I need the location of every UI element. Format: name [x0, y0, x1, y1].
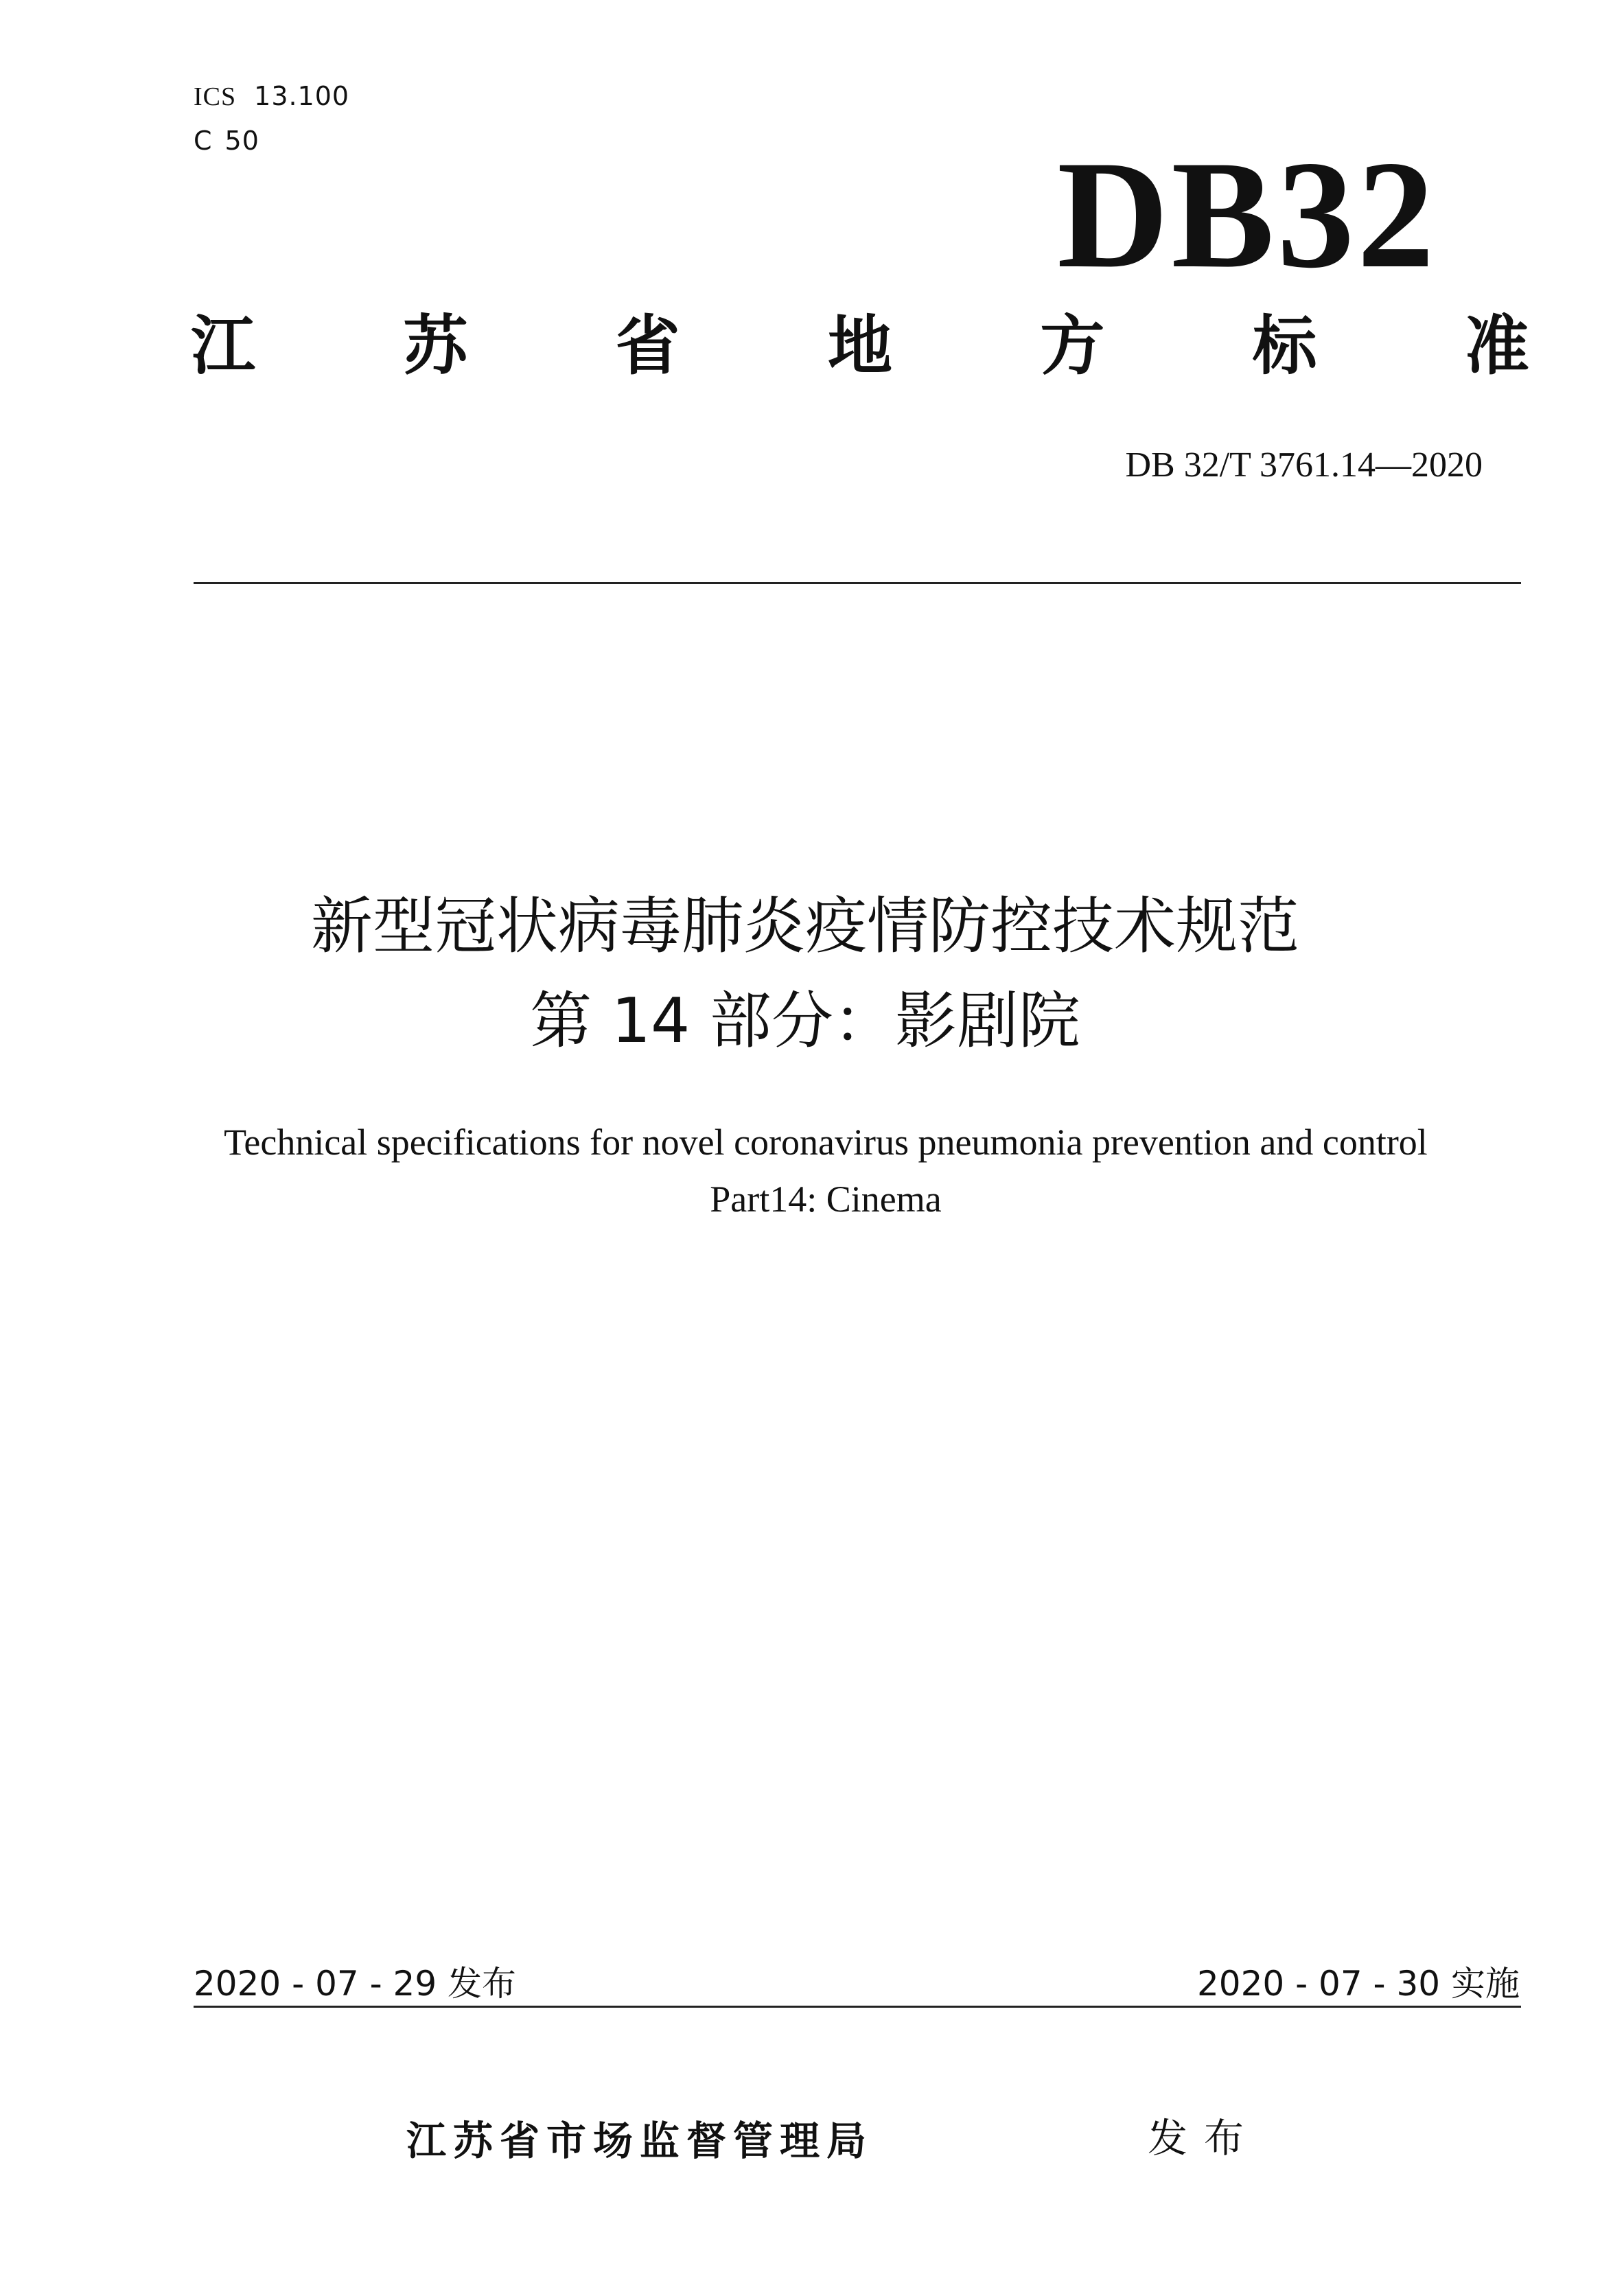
org-title-char: 地 — [827, 309, 892, 384]
ics-value: 13.100 — [254, 81, 350, 111]
ccs-label: C — [194, 126, 213, 156]
org-title-char: 省 — [615, 309, 680, 384]
publisher-action: 发布 — [1148, 2115, 1261, 2161]
title-english-line-2: Part14: Cinema — [710, 1179, 942, 1220]
org-title-char: 方 — [1040, 309, 1105, 384]
publisher-name: 江苏省市场监督管理局 — [406, 2118, 874, 2164]
organization-title — [191, 309, 1529, 384]
standard-code-logo: DB32 — [1057, 128, 1437, 300]
publish-date: 2020 - 07 - 29 发布 — [194, 1964, 517, 2004]
top-divider — [194, 582, 1521, 584]
effective-date: 2020 - 07 - 30 实施 — [1196, 1964, 1520, 2004]
org-title-char: 准 — [1464, 309, 1529, 384]
standard-number: DB 32/T 3761.14—2020 — [1125, 445, 1483, 485]
ccs-value: 50 — [224, 126, 259, 156]
ccs-classification — [194, 126, 259, 156]
title-chinese-line-2: 第 14 部分：影剧院 — [530, 985, 1080, 1057]
ics-classification — [194, 81, 349, 112]
org-title-char: 江 — [191, 309, 256, 384]
title-english-line-1: Technical specifications for novel coronavirus pneumonia prevention and control — [224, 1122, 1428, 1163]
org-title-char: 标 — [1252, 309, 1317, 384]
ics-label: ICS — [194, 82, 237, 111]
bottom-divider — [194, 2006, 1521, 2008]
org-title-char: 苏 — [403, 309, 468, 384]
title-chinese-line-1: 新型冠状病毒肺炎疫情防控技术规范 — [311, 890, 1299, 962]
